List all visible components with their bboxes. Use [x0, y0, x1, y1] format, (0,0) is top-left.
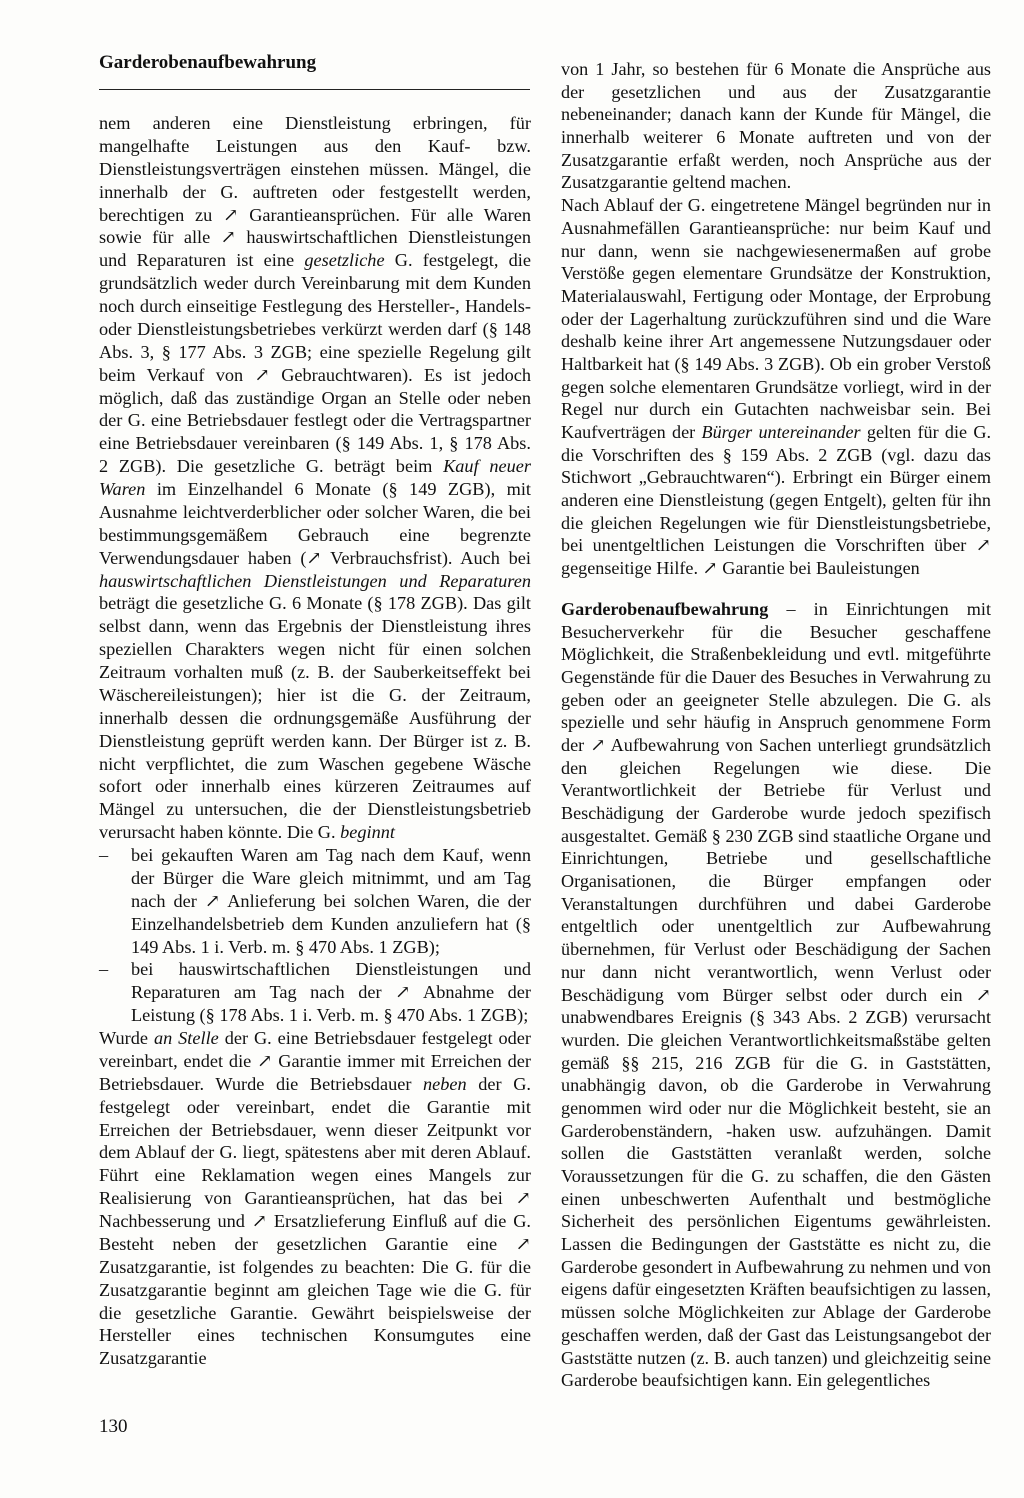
emphasis: hauswirtschaftlichen Dienstleistungen und Reparaturen	[99, 570, 531, 591]
text-run: G. festgelegt, die grundsätzlich weder durch Vereinbarung mit dem Kunden noch durch einseitige Festlegung des Hersteller-, Handels- oder Dienstleistungsbetriebes verkürzt werden darf (§ 148 Abs. 3, § 177 Abs. 3 ZGB; eine spezielle Regelung gilt beim Verkauf von ↗ Gebrauchtwaren). Es ist jedoch möglich, daß das zuständige Organ an Stelle oder neben der G. eine Betriebsdauer festlegt oder die Vertragspartner eine Betriebsdauer vereinbaren (§ 149 Abs. 1, § 178 Abs. 2 ZGB). Die gesetzliche G. beträgt beim	[99, 250, 531, 477]
list-item	[99, 958, 531, 1027]
emphasis: gesetzliche	[304, 250, 385, 271]
entry-lemma: Garderobenaufbewahrung	[561, 598, 769, 619]
emphasis: beginnt	[340, 822, 395, 843]
text-run: beträgt die gesetzliche G. 6 Monate (§ 178 ZGB). Das gilt selbst dann, wenn das Ergebnis der Dienstleistung ihres speziellen Charakters wegen nicht für einen solchen Zeitraum vorhalten muß (z. B. der Sauberkeitseffekt bei Wäschereileistungen); hier ist die G. der Zeitraum, innerhalb dessen die ordnungsgemäße Ausführung der Dienstleistung geprüft werden kann. Der Bürger ist z. B. nicht verpflichtet, die zum Waschen gegebene Wäsche sofort oder innerhalb eines kürzeren Zeitraumes auf Mängel zu untersuchen, die der Dienstleistungsbetrieb verursacht haben könnte. Die G.	[99, 593, 531, 843]
entry-text: – in Einrichtungen mit Besucherverkehr für die Besucher geschaffene Möglichkeit, die Straßenbekleidung und evtl. mitgeführte Gegenstände für die Dauer des Besuches in Verwahrung zu geben oder an geeigneter Stelle abzulegen. Die G. als spezielle und sehr häufig in Anspruch genommene Form der ↗ Aufbewahrung von Sachen unterliegt grundsätzlich den gleichen Regelungen wie diese. Die Verantwortlichkeit der Betriebe für Verlust und Beschädigung der Garderobe wurde jedoch spezifisch ausgestaltet. Gemäß § 230 ZGB sind staatliche Organe und Einrichtungen, Betriebe und gesellschaftliche Organisationen, die Bürger empfangen oder Veranstaltungen durchführen und dabei Garderobe entgeltlich oder unentgeltlich zur Aufbewahrung übernehmen, für Verlust oder Beschädigung der Sachen nur dann nicht verantwortlich, wenn Verlust oder Beschädigung vom Bürger selbst oder durch ein ↗ unabwendbares Ereignis (§ 343 Abs. 2 ZGB) verursacht wurden. Die gleichen Verantwortlichkeitsmaßstäbe gelten gemäß §§ 215, 216 ZGB für die G. in Gaststätten, unabhängig davon, ob die Garderobe in Verwahrung genommen wird oder nur die Möglichkeit besteht, sie an Garderobenständern, -haken usw. aufzuhängen. Damit sollen die Gaststätten veranlaßt werden, solche Voraussetzungen für die G. zu schaffen, die den Gästen einen unbeschwerten Aufenthalt und bestmögliche Sicherheit des persönlichen Eigentums gewährleisten. Lassen die Bedingungen der Gaststätte es nicht zu, die Garderobe gesondert in Aufbewahrung zu nehmen und von eigens dafür eingesetzten Kräften beaufsichtigen zu lassen, müssen solche Möglichkeiten zur Ablage der Garderobe geschaffen werden, daß der Gast das Leistungsangebot der Gaststätte nutzen (z. B. auch tanzen) und gleichzeitig seine Garderobe beaufsichtigen kann. Ein gelegentliches	[561, 598, 991, 1391]
right-paragraph-1: von 1 Jahr, so bestehen für 6 Monate die Ansprüche aus der gesetzlichen und aus der Zusatzgarantie nebeneinander; danach kann der Kunde für Mängel, die innerhalb weiterer 6 Monate auftreten und von der Zusatzgarantie erfaßt werden, noch Ansprüche aus der Zusatzgarantie geltend machen.	[561, 59, 991, 193]
emphasis: Kauf neuer Waren	[99, 456, 531, 499]
text-run: der G. eine Betriebsdauer festgelegt oder vereinbart, endet die ↗ Garantie immer mit Erreichen der Betriebsdauer. Wurde die Betriebsdauer	[99, 1028, 531, 1094]
right-column	[561, 58, 991, 1392]
dash-bullet: –	[99, 959, 109, 980]
emphasis: Bürger untereinander	[701, 422, 861, 442]
text-run: Wurde	[99, 1028, 154, 1048]
text-run: Nach Ablauf der G. eingetretene Mängel begründen nur in Ausnahmefällen Garantieansprüche: nur beim Kauf und nur dann, wenn sie nachgewiesenermaßen auf grobe Verstöße gegen elementare Grundsätze der Konstruktion, Materialauswahl, Fertigung oder Montage, der Erprobung oder der Lagerhaltung zurückzuführen sind und die Ware deshalb keine ihrer Art angemessene Nutzungsdauer oder Haltbarkeit hat (§ 149 Abs. 3 ZGB). Ob ein grober Verstoß gegen solche elementaren Grundsätze vorliegt, wird in der Regel nur durch ein Gutachten nachweisbar sein. Bei Kaufverträgen der	[561, 195, 991, 442]
emphasis: an Stelle	[153, 1028, 219, 1048]
header-rule	[99, 89, 530, 90]
text-run: der G. festgelegt oder vereinbart, endet die Garantie mit Erreichen der Betriebsdauer, wenn dieser Zeitpunkt vor dem Ablauf der G. liegt, spätestens aber mit deren Ablauf. Führt eine Reklamation wegen eines Mangels zur Realisierung von Garantieansprüchen, hat das bei ↗ Nachbesserung und ↗ Ersatzlieferung Einfluß auf die G. Besteht neben der gesetzlichen Garantie eine ↗ Zusatzgarantie, ist folgendes zu beachten: Die G. für die Zusatzgarantie beginnt am gleichen Tage wie die G. für die gesetzliche Garantie. Gewährt beispielsweise der Hersteller eines technischen Konsumgutes eine Zusatzgarantie	[99, 1073, 531, 1369]
text-run: gelten für die G. die Vorschriften des § 159 Abs. 2 ZGB (vgl. dazu das Stichwort „Gebrauchtwaren“). Erbringt ein Bürger einem anderen eine Dienstleistung (gegen Entgelt), gelten für ihn die gleichen Regelungen wie für Dienstleistungsbetriebe, bei unentgeltlichen Leistungen die Vorschriften über ↗ gegenseitige Hilfe. ↗ Garantie bei Bauleistungen	[561, 422, 991, 579]
running-head: Garderobenaufbewahrung	[99, 52, 317, 73]
list-item	[99, 844, 531, 958]
dash-bullet: –	[99, 845, 109, 865]
right-paragraph-2	[561, 194, 991, 580]
emphasis: neben	[423, 1073, 467, 1094]
list-item-text: bei gekauften Waren am Tag nach dem Kauf, wenn der Bürger die Ware gleich mitnimmt, und am Tag nach der ↗ Anlieferung bei solchen Waren, die der Einzelhandelsbetrieb dem Kunden anzuliefern hat (§ 149 Abs. 1 i. Verb. m. § 470 Abs. 1 ZGB);	[131, 845, 531, 957]
page-number: 130	[99, 1416, 128, 1437]
left-paragraph-2	[99, 1027, 531, 1370]
left-column	[99, 112, 531, 1370]
entry-gap	[561, 580, 991, 598]
text-run: nem anderen eine Dienstleistung erbringen, für mangelhafte Leistungen aus den Kauf- bzw. Dienstleistungsverträgen einstehen müssen. Mängel, die innerhalb der G. auftreten oder festgestellt werden, berechtigen zu ↗ Garantieansprüchen. Für alle Waren sowie für alle ↗ hauswirtschaftlichen Dienstleistungen und Reparaturen ist eine	[99, 113, 531, 271]
dictionary-entry	[561, 598, 991, 1392]
left-paragraph-1	[99, 112, 531, 844]
text-run: im Einzelhandel 6 Monate (§ 149 ZGB), mit Ausnahme leichtverderblicher oder solcher Waren, die bei bestimmungsgemäßem Gebrauch eine begrenzte Verwendungsdauer haben (↗ Verbrauchsfrist). Auch bei	[99, 479, 531, 568]
list-item-text: bei hauswirtschaftlichen Dienstleistungen und Reparaturen am Tag nach der ↗ Abnahme der Leistung (§ 178 Abs. 1 i. Verb. m. § 470 Abs. 1 ZGB);	[131, 959, 531, 1026]
